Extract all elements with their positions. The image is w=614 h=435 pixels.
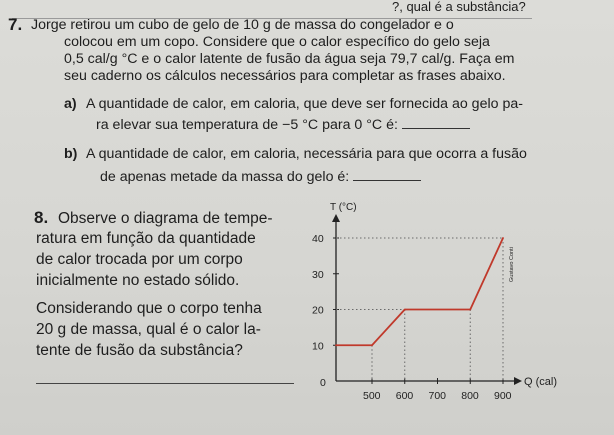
header-fragment: ?, qual é a substância? — [392, 0, 526, 14]
question-8-line-6: 20 g de massa, qual é o calor la- — [36, 321, 261, 338]
data-point — [502, 237, 504, 239]
x-axis-arrow — [514, 377, 522, 385]
question-8-line-5: Considerando que o corpo tenha — [36, 300, 262, 317]
x-axis-label: Q (cal) — [524, 376, 557, 388]
y-tick-label: 40 — [312, 233, 324, 245]
data-point — [371, 344, 373, 346]
series-segment — [372, 310, 405, 346]
y-tick-label: 20 — [312, 304, 324, 317]
item-a-line-1: A quantidade de calor, em caloria, que deve ser fornecida ao gelo pa- — [86, 96, 523, 112]
question-7-line-2: colocou em um copo. Considere que o calor específico do gelo seja — [64, 34, 490, 50]
question-7-line-1: Jorge retirou um cubo de gelo de 10 g de massa do congelador e o — [31, 17, 454, 33]
question-8-line-2: ratura em função da quantidade — [36, 230, 256, 247]
x-tick-label: 600 — [395, 390, 414, 402]
x-tick-label: 900 — [494, 390, 512, 402]
question-8-line-7: tente de fusão da substância? — [36, 342, 243, 359]
item-a-label: a) — [64, 96, 77, 112]
item-b-line-1: A quantidade de calor, em caloria, necessária para que ocorra a fusão — [86, 146, 527, 162]
y-axis-label: T (°C) — [330, 202, 357, 213]
y-axis-arrow — [332, 214, 340, 222]
item-b-label: b) — [64, 146, 78, 162]
y-tick-label: 10 — [312, 340, 324, 353]
image-credit: Gustavo Conti — [509, 247, 515, 282]
x-tick-label: 800 — [461, 390, 479, 402]
question-7-line-3: 0,5 cal/g °C e o calor latente de fusão da água seja 79,7 cal/g. Faça em — [64, 51, 515, 67]
question-8-line-4: inicialmente no estado sólido. — [36, 272, 240, 289]
question-8-line-3: de calor trocada por um corpo — [36, 251, 243, 268]
question-8-number: 8. — [34, 208, 49, 227]
question-7-number: 7. — [8, 15, 23, 34]
x-tick-label: 0 — [320, 377, 326, 389]
data-point — [469, 309, 471, 311]
series-segment — [470, 238, 503, 310]
x-tick-label: 500 — [363, 390, 381, 402]
y-tick-label: 30 — [312, 268, 324, 281]
x-tick-label: 700 — [428, 390, 447, 402]
question-8-line-1: Observe o diagrama de tempe- — [58, 210, 273, 227]
data-point — [335, 344, 337, 346]
item-b-line-2: de apenas metade da massa do gelo é: — [100, 168, 421, 186]
item-a-line-2: ra elevar sua temperatura de −5 °C para 0 °C é: — [96, 116, 470, 134]
data-point — [404, 309, 406, 311]
question-7-line-4: seu caderno os cálculos necessários para completar as frases abaixo. — [64, 68, 506, 84]
